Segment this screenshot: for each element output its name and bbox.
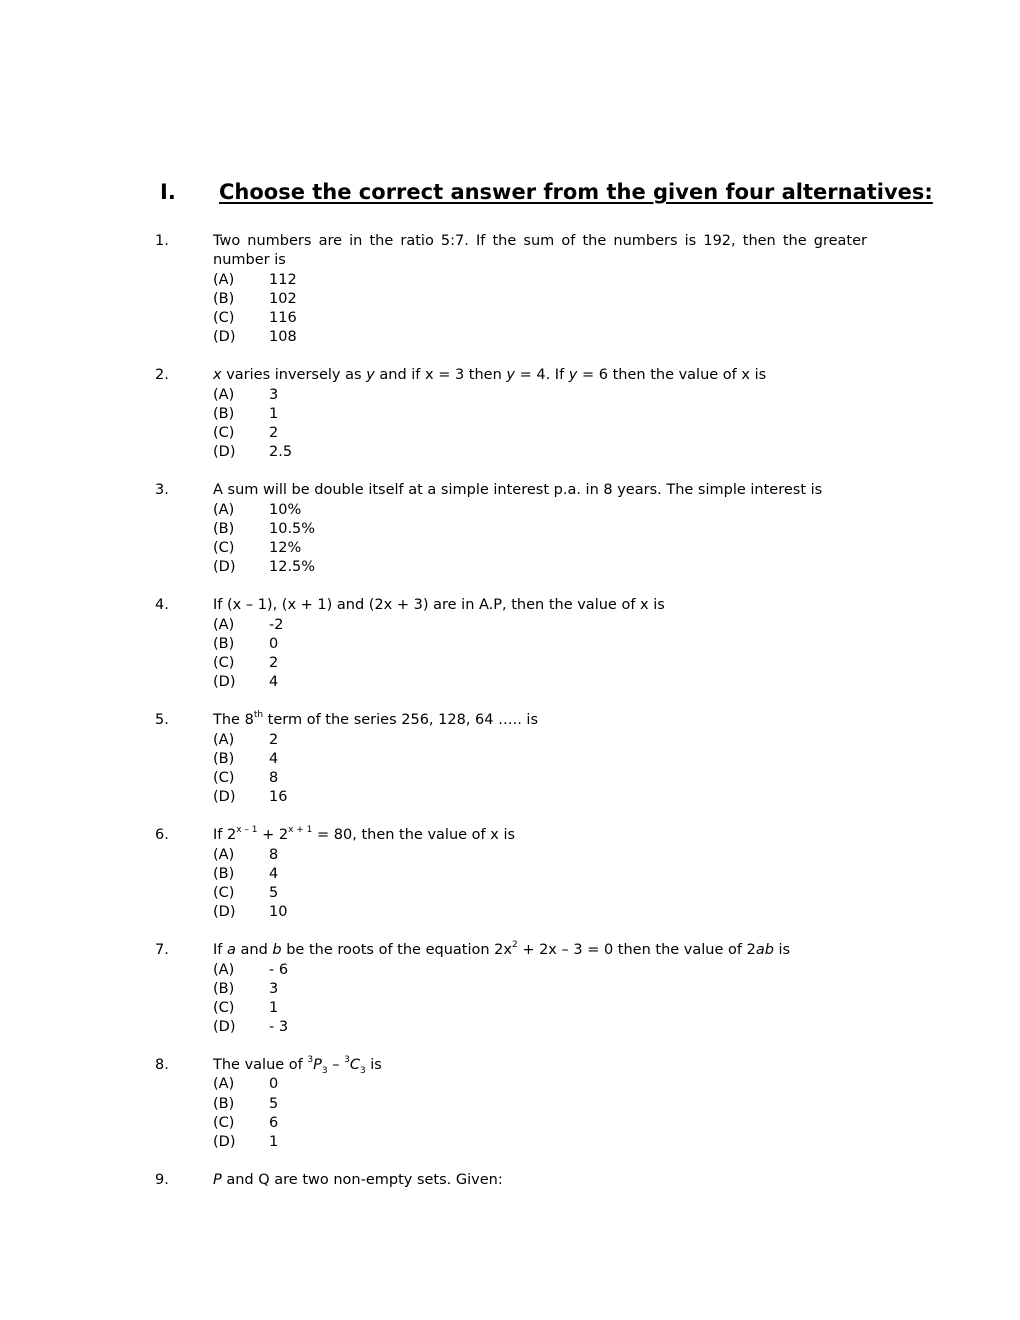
option-b (213, 290, 867, 309)
text-fragment: and (235, 942, 273, 959)
option-value: 8 (269, 846, 279, 863)
question-text: A sum will be double itself at a simple interest p.a. in 8 years. The simple interest is (213, 482, 823, 499)
question-text: If (x – 1), (x + 1) and (2x + 3) are in A.P, then the value of x is (213, 597, 665, 614)
option-label: (D) (213, 674, 236, 691)
option-value: 2 (269, 425, 279, 442)
superscript: 3 (307, 1055, 314, 1066)
option-b (213, 865, 867, 884)
option-value: 16 (269, 789, 288, 806)
option-a (213, 846, 867, 865)
math-var: y (568, 367, 578, 384)
superscript: 2 (511, 940, 518, 951)
option-label: (D) (213, 329, 236, 346)
option-label: (A) (213, 386, 235, 403)
option-label: (C) (213, 655, 235, 672)
option-label: (B) (213, 635, 235, 652)
subscript: 3 (359, 1066, 366, 1077)
option-label: (D) (213, 904, 236, 921)
text-fragment: be the roots of the equation 2x (281, 942, 512, 959)
option-c (213, 309, 867, 328)
question-text (213, 1171, 867, 1190)
option-a (213, 271, 867, 290)
option-d (213, 1018, 867, 1037)
option-label: (C) (213, 1000, 235, 1017)
option-label: (B) (213, 1095, 235, 1112)
option-label: (B) (213, 865, 235, 882)
option-a (213, 731, 867, 750)
question-5 (155, 711, 867, 807)
option-value: 10% (269, 501, 302, 518)
superscript: 3 (344, 1055, 350, 1066)
option-b (213, 750, 867, 769)
option-value: 8 (269, 770, 279, 787)
option-label: (A) (213, 501, 235, 518)
question-number: 4. (155, 597, 169, 614)
text-fragment: term of the series 256, 128, 64 ….. is (263, 712, 539, 729)
math-var: P (313, 1057, 322, 1074)
option-value: 1 (269, 1000, 279, 1017)
option-c (213, 539, 867, 558)
math-var: b (272, 942, 282, 959)
option-d (213, 328, 867, 347)
option-d (213, 903, 867, 922)
question-number: 3. (155, 482, 169, 499)
option-value: 6 (269, 1115, 279, 1132)
option-label: (D) (213, 1019, 236, 1036)
option-c (213, 1114, 867, 1133)
option-b (213, 520, 867, 539)
superscript: x – 1 (236, 825, 258, 836)
question-text (213, 366, 867, 385)
option-b (213, 635, 867, 654)
option-d (213, 1133, 867, 1152)
option-label: (C) (213, 425, 235, 442)
option-label: (D) (213, 1134, 236, 1151)
question-2 (155, 366, 867, 462)
text-fragment: The value of (213, 1057, 308, 1074)
text-fragment: If (213, 942, 227, 959)
option-label: (D) (213, 789, 236, 806)
option-label: (B) (213, 980, 235, 997)
option-value: 4 (269, 674, 279, 691)
option-value: 3 (269, 386, 279, 403)
question-number: 9. (155, 1172, 169, 1189)
option-b (213, 1095, 867, 1114)
option-a (213, 961, 867, 980)
text-fragment: = 6 then the value of x is (577, 367, 767, 384)
subscript: 3 (321, 1066, 328, 1077)
question-4 (155, 596, 867, 692)
question-number: 1. (155, 233, 169, 249)
option-value: 12% (269, 540, 302, 557)
text-fragment: is (773, 942, 791, 959)
option-c (213, 884, 867, 903)
question-9 (155, 1171, 867, 1190)
option-label: (A) (213, 616, 235, 633)
option-value: 5 (269, 1095, 279, 1112)
option-label: (B) (213, 750, 235, 767)
option-value: 1 (269, 405, 279, 422)
question-8 (155, 1056, 867, 1152)
option-c (213, 424, 867, 443)
question-text (213, 1056, 867, 1075)
section-number: I. (160, 180, 176, 204)
option-d (213, 673, 867, 692)
option-label: (A) (213, 961, 235, 978)
question-number: 5. (155, 712, 169, 729)
text-fragment: and Q are two non-empty sets. Given: (221, 1172, 503, 1189)
question-text (213, 711, 867, 730)
option-value: 102 (269, 290, 297, 307)
option-label: (C) (213, 540, 235, 557)
option-value: 10 (269, 904, 288, 921)
section-header (160, 180, 933, 210)
option-d (213, 788, 867, 807)
question-number: 6. (155, 827, 169, 844)
option-label: (C) (213, 885, 235, 902)
option-c (213, 654, 867, 673)
option-d (213, 443, 867, 462)
text-fragment: The 8 (213, 712, 254, 729)
option-label: (D) (213, 444, 236, 461)
superscript: x + 1 (288, 825, 313, 836)
option-a (213, 616, 867, 635)
question-number: 8. (155, 1057, 169, 1074)
question-text (213, 941, 867, 960)
question-6 (155, 826, 867, 922)
option-value: 4 (269, 865, 279, 882)
option-value: 5 (269, 885, 279, 902)
option-value: 12.5% (269, 559, 316, 576)
option-d (213, 558, 867, 577)
math-var: C (349, 1057, 360, 1074)
text-fragment: and if x = 3 then (374, 367, 507, 384)
option-value: - 6 (269, 961, 289, 978)
text-fragment: If 2 (213, 827, 237, 844)
question-7 (155, 941, 867, 1037)
option-label: (B) (213, 520, 235, 537)
math-var: x (213, 367, 222, 384)
text-fragment: + 2x – 3 = 0 then the value of 2 (517, 942, 756, 959)
option-value: 2 (269, 731, 279, 748)
option-a (213, 501, 867, 520)
math-var: P (213, 1172, 222, 1189)
option-value: 10.5% (269, 520, 316, 537)
math-var: y (506, 367, 515, 384)
question-3 (155, 481, 867, 577)
option-value: 108 (269, 329, 297, 346)
option-value: 3 (269, 980, 279, 997)
option-value: 0 (269, 1076, 279, 1093)
question-number: 2. (155, 367, 169, 384)
option-b (213, 980, 867, 999)
math-var: y (366, 367, 375, 384)
text-fragment: + 2 (257, 827, 289, 844)
text-fragment: varies inversely as (221, 367, 367, 384)
question-text: Two numbers are in the ratio 5:7. If the sum of the numbers is 192, then the greater number is (213, 233, 867, 269)
text-fragment: = 80, then the value of x is (312, 827, 516, 844)
text-fragment: is (365, 1057, 382, 1074)
option-value: 112 (269, 271, 297, 288)
question-list (155, 232, 867, 1209)
option-a (213, 1075, 867, 1094)
option-label: (C) (213, 1115, 235, 1132)
option-label: (A) (213, 271, 235, 288)
option-value: 1 (269, 1134, 279, 1151)
math-var: a (227, 942, 236, 959)
option-b (213, 405, 867, 424)
option-value: 2.5 (269, 444, 293, 461)
option-label: (C) (213, 310, 235, 327)
option-label: (A) (213, 1076, 235, 1093)
question-number: 7. (155, 942, 169, 959)
superscript: th (253, 710, 264, 721)
question-1 (155, 232, 867, 348)
option-label: (A) (213, 846, 235, 863)
text-fragment: – (327, 1057, 345, 1074)
option-value: 2 (269, 655, 279, 672)
option-value: 116 (269, 310, 297, 327)
math-var: ab (755, 942, 774, 959)
option-c (213, 769, 867, 788)
option-label: (B) (213, 405, 235, 422)
question-text (213, 826, 867, 845)
option-value: 4 (269, 750, 279, 767)
option-a (213, 386, 867, 405)
text-fragment: = 4. If (514, 367, 569, 384)
option-label: (A) (213, 731, 235, 748)
option-value: -2 (269, 616, 284, 633)
section-title: Choose the correct answer from the given four alternatives: (219, 180, 933, 204)
option-value: - 3 (269, 1019, 289, 1036)
option-label: (D) (213, 559, 236, 576)
option-label: (C) (213, 770, 235, 787)
option-c (213, 999, 867, 1018)
option-value: 0 (269, 635, 279, 652)
option-label: (B) (213, 290, 235, 307)
